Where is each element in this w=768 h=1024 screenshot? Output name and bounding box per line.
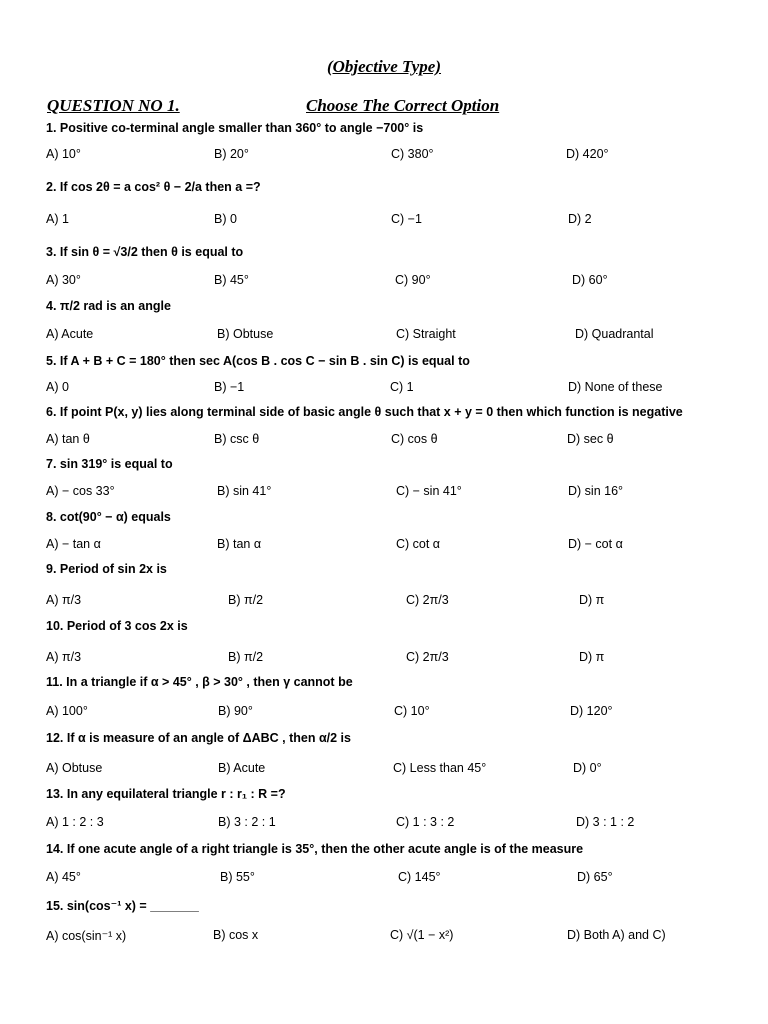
option-d: D) Both A) and C): [567, 928, 666, 942]
option-b: B) csc θ: [214, 432, 260, 446]
option-a: A) π/3: [46, 593, 82, 607]
option-c: C) Straight: [396, 327, 456, 341]
question-text: 12. If α is measure of an angle of ΔABC , then α/2 is: [46, 731, 351, 745]
option-c: C) − sin 41°: [396, 484, 462, 498]
page-heading: (Objective Type): [326, 57, 442, 76]
option-d: D) 65°: [577, 870, 613, 884]
option-a: A) tan θ: [46, 432, 90, 446]
option-c: C) cos θ: [391, 432, 438, 446]
option-d: D) π: [579, 650, 605, 664]
question-text: 11. In a triangle if α > 45° , β > 30° , then γ cannot be: [46, 675, 353, 689]
question-text: 3. If sin θ = √3/2 then θ is equal to: [46, 245, 244, 259]
option-c: C) 145°: [398, 870, 441, 884]
instruction-title: Choose The Correct Option: [306, 96, 500, 115]
question-text: 1. Positive co-terminal angle smaller than 360° to angle −700° is: [46, 121, 424, 135]
question-text: 13. In any equilateral triangle r : r₁ : R =?: [46, 787, 286, 801]
option-a: A) cos(sin⁻¹ x): [46, 929, 127, 943]
option-b: B) 45°: [214, 273, 249, 287]
option-c: C) 2π/3: [406, 593, 449, 607]
option-d: D) sin 16°: [568, 484, 624, 498]
option-b: B) Obtuse: [217, 327, 274, 341]
option-c: C) 10°: [394, 704, 430, 718]
option-d: D) 420°: [566, 147, 609, 161]
option-b: B) π/2: [228, 593, 264, 607]
option-c: C) −1: [391, 212, 422, 226]
option-d: D) − cot α: [568, 537, 623, 551]
option-d: D) 60°: [572, 273, 608, 287]
option-c: C) 380°: [391, 147, 434, 161]
option-d: D) 120°: [570, 704, 613, 718]
option-a: A) 1: [46, 212, 69, 226]
option-b: B) cos x: [213, 928, 259, 942]
option-d: D) Quadrantal: [575, 327, 654, 341]
question-text: 4. π/2 rad is an angle: [46, 299, 171, 313]
question-text: 14. If one acute angle of a right triangle is 35°, then the other acute angle is of the measure: [46, 842, 584, 856]
option-c: C) 1: [390, 380, 414, 394]
question-text: 9. Period of sin 2x is: [46, 562, 167, 576]
option-a: A) 10°: [46, 147, 81, 161]
question-text: 2. If cos 2θ = a cos² θ − 2/a then a =?: [46, 180, 261, 194]
question-text: 7. sin 319° is equal to: [46, 457, 173, 471]
option-b: B) 90°: [218, 704, 253, 718]
option-c: C) 90°: [395, 273, 431, 287]
option-c: C) Less than 45°: [393, 761, 487, 775]
option-a: A) 45°: [46, 870, 81, 884]
option-d: D) 0°: [573, 761, 602, 775]
option-a: A) − cos 33°: [46, 484, 115, 498]
option-c: C) 1 : 3 : 2: [396, 815, 455, 829]
option-b: B) 3 : 2 : 1: [218, 815, 276, 829]
option-a: A) Obtuse: [46, 761, 103, 775]
option-a: A) π/3: [46, 650, 82, 664]
option-d: D) π: [579, 593, 605, 607]
option-d: D) sec θ: [567, 432, 614, 446]
option-a: A) 100°: [46, 704, 88, 718]
option-a: A) 1 : 2 : 3: [46, 815, 104, 829]
option-c: C) 2π/3: [406, 650, 449, 664]
option-c: C) √(1 − x²): [390, 928, 454, 942]
option-a: A) − tan α: [46, 537, 101, 551]
option-a: A) Acute: [46, 327, 94, 341]
option-b: B) 0: [214, 212, 237, 226]
option-b: B) π/2: [228, 650, 264, 664]
option-b: B) tan α: [217, 537, 262, 551]
question-text: 15. sin(cos⁻¹ x) = _______: [46, 899, 199, 913]
option-d: D) None of these: [568, 380, 663, 394]
option-b: B) sin 41°: [217, 484, 272, 498]
question-text: 6. If point P(x, y) lies along terminal side of basic angle θ such that x + y = 0 then which function is negative: [46, 405, 683, 419]
question-number-title: QUESTION NO 1.: [47, 96, 180, 115]
option-c: C) cot α: [396, 537, 441, 551]
option-b: B) 55°: [220, 870, 255, 884]
question-text: 10. Period of 3 cos 2x is: [46, 619, 188, 633]
option-b: B) −1: [214, 380, 245, 394]
option-d: D) 3 : 1 : 2: [576, 815, 635, 829]
option-d: D) 2: [568, 212, 592, 226]
question-text: 8. cot(90° − α) equals: [46, 510, 171, 524]
option-a: A) 30°: [46, 273, 81, 287]
option-a: A) 0: [46, 380, 69, 394]
option-b: B) 20°: [214, 147, 249, 161]
option-b: B) Acute: [218, 761, 266, 775]
question-text: 5. If A + B + C = 180° then sec A(cos B . cos C − sin B . sin C) is equal to: [46, 354, 470, 368]
